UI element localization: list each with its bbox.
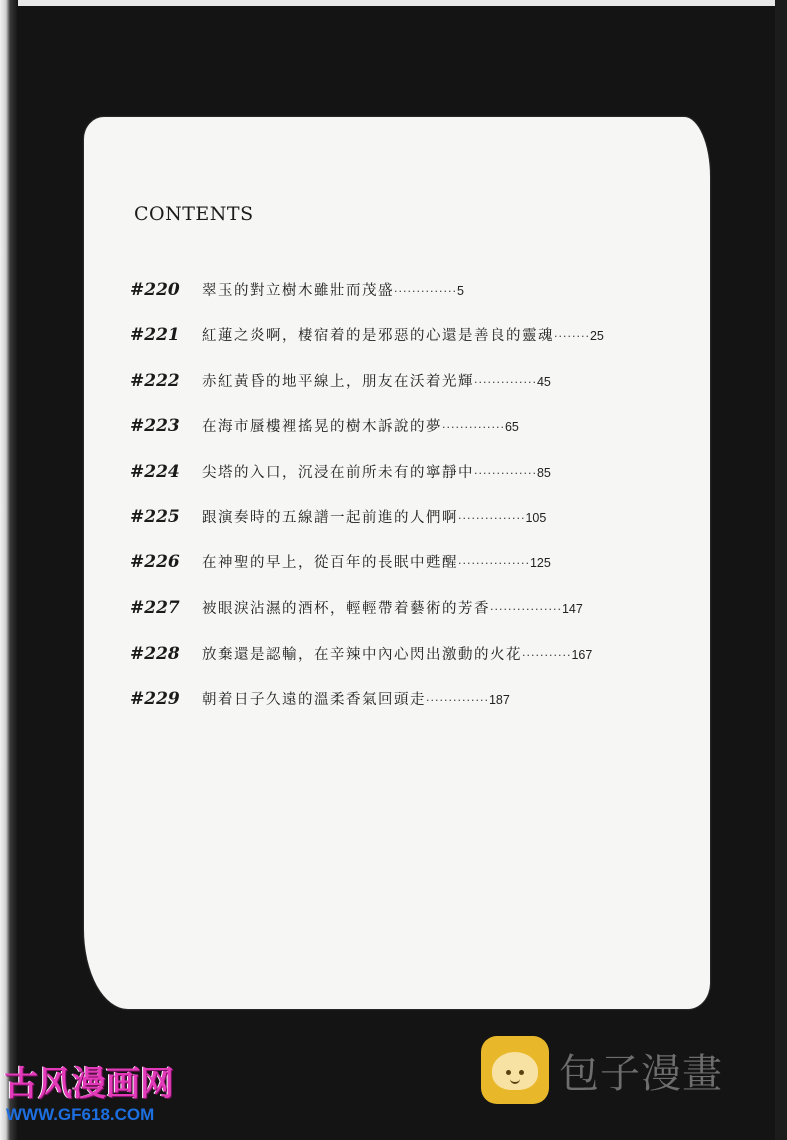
bun-icon [481, 1036, 549, 1104]
chapter-number: #227 [130, 598, 180, 618]
chapter-number: #225 [130, 507, 180, 527]
leader-dots: ··············· [458, 512, 526, 525]
contents-title: CONTENTS [134, 203, 254, 225]
toc-entry-227[interactable] [130, 597, 583, 621]
leader-dots: ·············· [474, 376, 537, 389]
leader-dots: ················ [490, 603, 562, 616]
leader-dots: ·············· [442, 421, 505, 434]
leader-dots: ·············· [426, 694, 489, 707]
watermark-site-url: WWW.GF618.COM [6, 1105, 155, 1124]
leader-dots: ·············· [394, 285, 457, 298]
page-number: 125 [529, 556, 551, 570]
watermark-site-name: 古风漫画网 [4, 1064, 174, 1104]
chapter-title: 被眼淚沾濕的酒杯，輕輕帶着藝術的芳香 [202, 601, 490, 617]
page-number: 45 [536, 375, 551, 389]
chapter-title: 跟演奏時的五線譜一起前進的人們啊 [202, 510, 458, 526]
page-number: 147 [561, 602, 583, 616]
chapter-number: #226 [130, 552, 180, 572]
leader-dots: ·············· [474, 467, 537, 480]
toc-entry-220[interactable] [130, 279, 464, 303]
chapter-title: 翠玉的對立樹木雖壯而茂盛 [202, 283, 394, 299]
scan-top-border [0, 0, 787, 6]
watermark-baozi [481, 1036, 723, 1104]
chapter-number: #220 [130, 280, 180, 300]
toc-entry-225[interactable] [130, 506, 546, 530]
toc-entry-228[interactable] [130, 643, 592, 667]
page-number: 85 [536, 466, 551, 480]
scan-left-edge [0, 0, 18, 1140]
toc-entry-223[interactable] [130, 415, 519, 439]
page-number: 167 [571, 648, 593, 662]
page-number: 5 [456, 284, 464, 298]
leader-dots: ··········· [522, 649, 572, 662]
leader-dots: ········ [554, 330, 590, 343]
toc-entry-224[interactable] [130, 461, 551, 485]
chapter-title: 在海市蜃樓裡搖晃的樹木訴說的夢 [202, 419, 442, 435]
toc-entry-229[interactable] [130, 688, 510, 712]
page-number: 25 [589, 329, 604, 343]
chapter-title: 放棄還是認輸，在辛辣中內心閃出激動的火花 [202, 647, 522, 663]
chapter-number: #228 [130, 644, 180, 664]
chapter-title: 赤紅黃昏的地平線上，朋友在沃着光輝 [202, 374, 474, 390]
scan-right-border [775, 0, 787, 1140]
chapter-number: #221 [130, 325, 180, 345]
chapter-title: 在神聖的早上，從百年的長眠中甦醒 [202, 555, 458, 571]
chapter-number: #222 [130, 371, 180, 391]
chapter-title: 朝着日子久遠的溫柔香氣回頭走 [202, 692, 426, 708]
watermark-brand-name: 包子漫畫 [559, 1050, 723, 1097]
toc-entry-222[interactable] [130, 370, 551, 394]
chapter-title: 尖塔的入口，沉浸在前所未有的寧靜中 [202, 465, 474, 481]
chapter-number: #224 [130, 462, 180, 482]
page-number: 187 [488, 693, 510, 707]
chapter-number: #229 [130, 689, 180, 709]
page-number: 65 [504, 420, 519, 434]
toc-entry-221[interactable] [130, 324, 604, 348]
watermark-gufeng [4, 1064, 174, 1126]
chapter-number: #223 [130, 416, 180, 436]
leader-dots: ················ [458, 557, 530, 570]
page-number: 105 [525, 511, 547, 525]
toc-entry-226[interactable] [130, 551, 551, 575]
chapter-title: 紅蓮之炎啊，棲宿着的是邪惡的心還是善良的靈魂 [202, 328, 554, 344]
